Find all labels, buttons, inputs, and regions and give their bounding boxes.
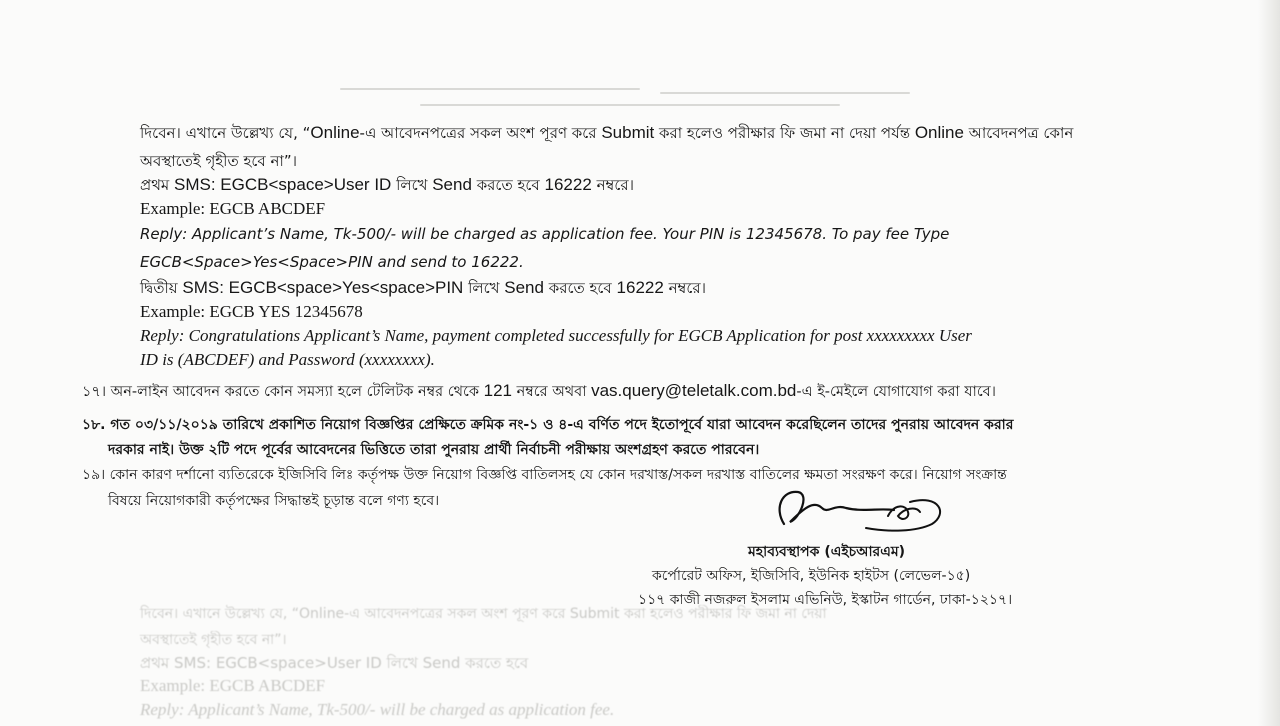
- item-17: ১৭। অন-লাইন আবেদন করতে কোন সমস্যা হলে টেলিটক নম্বর থেকে 121 নম্বরে অথবা vas.query@teletalk.com.bd-এ ই-মেইলে যোগাযোগ করা যাবে।: [82, 381, 996, 400]
- sms1-instruction: প্রথম SMS: EGCB<space>User ID লিখে Send করতে হবে 16222 নম্বরে।: [140, 175, 634, 194]
- sms1-reply-line-2: EGCB<Space>Yes<Space>PIN and send to 16222.: [140, 253, 524, 271]
- sms2-reply-line-2: ID is (ABCDEF) and Password (xxxxxxxx).: [140, 350, 435, 369]
- sms1-reply-line-1: Reply: Applicant’s Name, Tk-500/- will be charged as application fee. Your PIN is 12345678. To pay fee Type: [140, 225, 950, 243]
- bleed-through-text: [140, 600, 1040, 726]
- signatory-title: মহাব্যবস্থাপক (এইচআরএম): [748, 544, 906, 560]
- handwritten-signature: [770, 478, 950, 540]
- intro-line-2: অবস্থাতেই গৃহীত হবে না”।: [140, 152, 297, 170]
- intro-line-1: দিবেন। এখানে উল্লেখ্য যে, “Online-এ আবেদনপত্রের সকল অংশ পূরণ করে Submit করা হলেও পরীক্ষার ফি জমা না দেয়া পর্যন্ত Online আবেদনপত্র কোন: [140, 123, 1074, 142]
- bleed-line: Reply: Applicant’s Name, Tk-500/- will be charged as application fee.: [140, 700, 615, 719]
- item-18-line-2: দরকার নাই। উক্ত ২টি পদে পূর্বের আবেদনের ভিত্তিতে তারা পুনরায় প্রার্থী নির্বাচনী পরীক্ষায় অংশগ্রহণ করতে পারবেন।: [108, 442, 760, 458]
- sms1-example: Example: EGCB ABCDEF: [140, 199, 326, 218]
- bleed-line: Example: EGCB ABCDEF: [140, 676, 326, 695]
- signatory-office: কর্পোরেট অফিস, ইজিসিবি, ইউনিক হাইটস (লেভেল-১৫): [652, 568, 971, 584]
- item-18-line-1: ১৮. গত ০৩/১১/২০১৯ তারিখে প্রকাশিত নিয়োগ বিজ্ঞপ্তির প্রেক্ষিতে ক্রমিক নং-১ ও ৪-এ বর্ণিত পদে ইতোপূর্বে যারা আবেদন করেছিলেন তাদের পুনরায় আবেদন করার: [82, 417, 1014, 433]
- item-19-line-1: ১৯। কোন কারণ দর্শানো ব্যতিরেকে ইজিসিবি লিঃ কর্তৃপক্ষ উক্ত নিয়োগ বিজ্ঞপ্তি বাতিলসহ যে কোন দরখাস্ত/সকল দরখাস্ত বাতিলের ক্ষমতা সংরক্ষণ করে। নিয়োগ সংক্রান্ত: [82, 467, 1007, 483]
- sms2-example: Example: EGCB YES 12345678: [140, 302, 363, 321]
- signatory-address: ১১৭ কাজী নজরুল ইসলাম এভিনিউ, ইস্কাটন গার্ডেন, ঢাকা-১২১৭।: [638, 592, 1013, 608]
- bleed-line: প্রথম SMS: EGCB<space>User ID লিখে Send করতে হবে: [140, 654, 529, 672]
- item-19-line-2: বিষয়ে নিয়োগকারী কর্তৃপক্ষের সিদ্ধান্তই চূড়ান্ত বলে গণ্য হবে।: [108, 493, 440, 509]
- page-edge-shadow: [1258, 0, 1280, 726]
- bleed-line: দিবেন। এখানে উল্লেখ্য যে, “Online-এ আবেদনপত্রের সকল অংশ পূরণ করে Submit করা হলেও পরীক্ষার ফি জমা না দেয়া: [140, 606, 827, 622]
- sms2-reply-line-1: Reply: Congratulations Applicant’s Name, payment completed successfully for EGCB Application for post xxxxxxxxx User: [140, 326, 972, 345]
- sms2-instruction: দ্বিতীয় SMS: EGCB<space>Yes<space>PIN লিখে Send করতে হবে 16222 নম্বরে।: [140, 278, 707, 297]
- bleed-line: অবস্থাতেই গৃহীত হবে না”।: [140, 632, 287, 648]
- support-email: vas.query@teletalk.com.bd: [591, 381, 797, 400]
